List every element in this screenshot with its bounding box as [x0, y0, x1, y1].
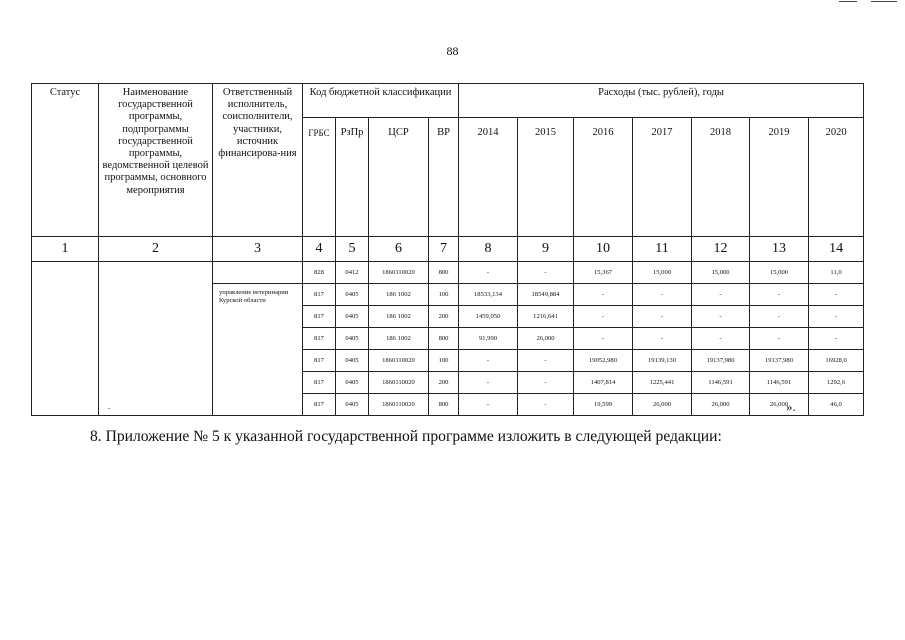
page-number: 88 [446, 44, 459, 58]
column-number: 14 [809, 237, 864, 262]
column-number: 11 [633, 237, 692, 262]
cell-grbs: 817 [303, 284, 336, 306]
status-cell [32, 262, 99, 416]
cell-2020: - [809, 328, 864, 350]
column-number: 9 [518, 237, 574, 262]
cell-2019: 1146,591 [750, 372, 809, 394]
column-number: 6 [369, 237, 429, 262]
cell-2016: 1407,814 [574, 372, 633, 394]
header-year-2015: 2015 [518, 118, 574, 237]
cell-vr: 800 [429, 262, 459, 284]
cell-2018: - [692, 306, 750, 328]
closing-quote: ». [786, 399, 796, 414]
cell-2019: 26,000 [750, 394, 809, 416]
header-year-2016: 2016 [574, 118, 633, 237]
cell-2019: - [750, 306, 809, 328]
cell-grbs: 817 [303, 306, 336, 328]
header-expenses-group: Расходы (тыс. рублей), годы [459, 84, 864, 118]
cell-2015: - [518, 262, 574, 284]
cell-vr: 100 [429, 350, 459, 372]
cell-2015: 18549,884 [518, 284, 574, 306]
cell-grbs: 817 [303, 394, 336, 416]
executor-cell-empty [213, 262, 303, 284]
column-number: 5 [336, 237, 369, 262]
cell-2016: - [574, 328, 633, 350]
cell-csr: 1860110020 [369, 350, 429, 372]
cell-grbs: 817 [303, 328, 336, 350]
cell-rzpr: 0405 [336, 350, 369, 372]
cell-2017: 1225,441 [633, 372, 692, 394]
cell-2015: 1216,641 [518, 306, 574, 328]
cell-2016: - [574, 306, 633, 328]
cell-2014: - [459, 394, 518, 416]
cell-rzpr: 0405 [336, 372, 369, 394]
cell-rzpr: 0405 [336, 394, 369, 416]
cell-rzpr: 0405 [336, 328, 369, 350]
header-budget-code-group: Код бюджетной классификации [303, 84, 459, 118]
column-number: 10 [574, 237, 633, 262]
cell-csr: 1860110020 [369, 262, 429, 284]
header-year-2020: 2020 [809, 118, 864, 237]
header-csr: ЦСР [369, 118, 429, 237]
cell-2014: 1459,050 [459, 306, 518, 328]
cell-vr: 200 [429, 372, 459, 394]
cell-2020: 16928,0 [809, 350, 864, 372]
program-name-cell [99, 262, 213, 416]
cell-csr: 186 1002 [369, 306, 429, 328]
cell-csr: 1860110020 [369, 372, 429, 394]
column-number: 8 [459, 237, 518, 262]
cell-csr: 186 1002 [369, 284, 429, 306]
amendment-paragraph: 8. Приложение № 5 к указанной государственной программе изложить в следующей редакции: [90, 428, 722, 445]
header-program-name: Наименование государственной программы, подпрограммы государственной программы, ведомственной целевой программы, основного мероприятия [99, 84, 213, 237]
cell-rzpr: 0412 [336, 262, 369, 284]
cell-2014: 91,990 [459, 328, 518, 350]
cell-2019: 15,000 [750, 262, 809, 284]
cell-2018: 26,000 [692, 394, 750, 416]
header-year-2019: 2019 [750, 118, 809, 237]
cell-2014: - [459, 372, 518, 394]
cell-2018: - [692, 328, 750, 350]
budget-expenses-table [31, 83, 864, 416]
cell-vr: 200 [429, 306, 459, 328]
cell-vr: 100 [429, 284, 459, 306]
cell-vr: 800 [429, 328, 459, 350]
cell-2015: - [518, 394, 574, 416]
header-rzpr: РзПр [336, 118, 369, 237]
cell-rzpr: 0405 [336, 284, 369, 306]
cell-2018: 15,000 [692, 262, 750, 284]
cell-2014: 18533,134 [459, 284, 518, 306]
corner-marks [839, 0, 899, 4]
cell-2015: - [518, 372, 574, 394]
cell-2018: 1146,591 [692, 372, 750, 394]
cell-2017: 19139,130 [633, 350, 692, 372]
cell-2020: 11,0 [809, 262, 864, 284]
cell-2017: 26,000 [633, 394, 692, 416]
cell-2015: 26,000 [518, 328, 574, 350]
header-year-2017: 2017 [633, 118, 692, 237]
cell-grbs: 828 [303, 262, 336, 284]
column-number-row [32, 237, 864, 262]
column-number: 13 [750, 237, 809, 262]
cell-csr: 1860110020 [369, 394, 429, 416]
scan-speck [108, 408, 110, 409]
cell-vr: 800 [429, 394, 459, 416]
cell-2019: 19137,980 [750, 350, 809, 372]
cell-2020: 1292,6 [809, 372, 864, 394]
cell-2018: - [692, 284, 750, 306]
column-number: 2 [99, 237, 213, 262]
column-number: 3 [213, 237, 303, 262]
column-number: 7 [429, 237, 459, 262]
cell-2016: 19,599 [574, 394, 633, 416]
cell-2017: - [633, 306, 692, 328]
header-vr: ВР [429, 118, 459, 237]
cell-2020: 46,0 [809, 394, 864, 416]
cell-2020: - [809, 306, 864, 328]
column-number: 4 [303, 237, 336, 262]
header-executor: Ответственный исполнитель, соисполнители, участники, источник финансирова-ния [213, 84, 303, 237]
header-year-2018: 2018 [692, 118, 750, 237]
cell-2016: 15,367 [574, 262, 633, 284]
header-status: Статус [32, 84, 99, 237]
cell-2019: - [750, 284, 809, 306]
table-row [32, 262, 864, 284]
cell-2016: 19052,980 [574, 350, 633, 372]
cell-2017: - [633, 284, 692, 306]
cell-2014: - [459, 262, 518, 284]
cell-grbs: 817 [303, 372, 336, 394]
cell-2019: - [750, 328, 809, 350]
cell-2020: - [809, 284, 864, 306]
column-number: 1 [32, 237, 99, 262]
cell-2015: - [518, 350, 574, 372]
cell-2016: - [574, 284, 633, 306]
header-grbs: ГРБС [303, 118, 336, 237]
cell-2018: 19137,980 [692, 350, 750, 372]
cell-2017: 15,000 [633, 262, 692, 284]
cell-2017: - [633, 328, 692, 350]
cell-csr: 186 1002 [369, 328, 429, 350]
header-year-2014: 2014 [459, 118, 518, 237]
cell-grbs: 817 [303, 350, 336, 372]
column-number: 12 [692, 237, 750, 262]
executor-cell: управление ветеринарии Курской области [213, 284, 303, 416]
cell-2014: - [459, 350, 518, 372]
cell-rzpr: 0405 [336, 306, 369, 328]
